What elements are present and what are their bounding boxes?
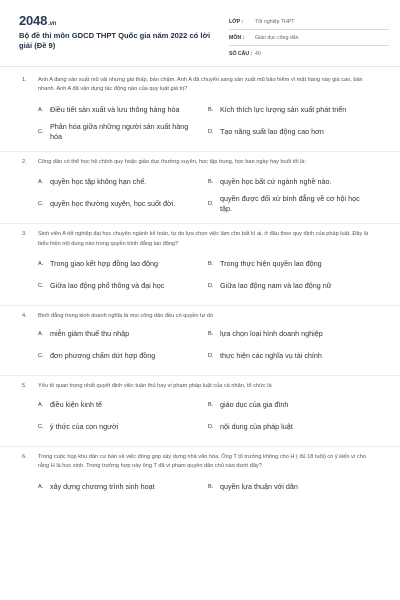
site-logo[interactable]: 2048.vn: [19, 13, 57, 28]
option-b[interactable]: B. giáo dục của gia đình: [208, 399, 289, 409]
question-number: 5.: [22, 383, 27, 390]
question-6: [0, 453, 400, 498]
question-2: [0, 158, 400, 224]
question-divider: [0, 446, 400, 447]
question-3: [0, 230, 400, 306]
document-title: Bộ đề thi môn GDCD THPT Quốc gia năm 2022 có lời giải (Đề 9): [19, 31, 211, 50]
question-list: [0, 76, 400, 498]
option-b[interactable]: B. Kích thích lực lượng sản xuất phát triển: [208, 104, 347, 114]
question-text: Sinh viên A tốt nghiệp đại học chuyên ngành kế toán, tự do lựa chọn việc làm cho bất kì ai, ở đâu theo quy định của pháp luật. Đây là biểu hiện nội dung nào trong quyền bình đẳng lao động?: [38, 231, 369, 247]
meta-value: Tốt nghiệp THPT: [255, 18, 295, 25]
option-c[interactable]: C. Giữa lao động phổ thông và đại học: [38, 281, 165, 291]
option-c[interactable]: C. đơn phương chấm dứt hợp đồng: [38, 351, 156, 361]
meta-row-count: [229, 46, 389, 61]
option-b[interactable]: B. quyền lựa thuận với dân: [208, 481, 298, 491]
question-text: Bình đẳng trong kinh doanh nghĩa là mọi công dân đều có quyền tự do: [38, 313, 214, 320]
question-number: 1.: [22, 77, 27, 83]
option-d[interactable]: D. Tạo năng suất lao động cao hơn: [208, 126, 324, 136]
question-number: 6.: [22, 453, 27, 460]
question-divider: [0, 375, 400, 376]
question-text: Anh A đang sản xuất mũ vải nhưng giá thấp, bán chậm. Anh A đã chuyển sang sản xuất mũ bảo hiểm vì mặt hàng này giá cao, bán nhanh. Anh A đã vận dụng tác động nào của quy luật giá trị?: [38, 77, 363, 93]
option-c[interactable]: C. ý thức của con người: [38, 421, 119, 431]
option-a[interactable]: A. xây dựng chương trình sinh hoạt: [38, 481, 155, 491]
question-4: [0, 312, 400, 376]
question-text: Yếu tố quan trọng nhất quyết định việc tuân thủ hay vi phạm pháp luật của cá nhân, tổ chức là: [38, 383, 272, 390]
meta-label: LỚP :: [229, 18, 244, 25]
question-number: 4.: [22, 313, 27, 320]
meta-value: Giáo dục công dân: [255, 34, 299, 41]
option-a[interactable]: A. điều kiện kinh tế: [38, 399, 102, 409]
option-b[interactable]: B. lựa chọn loại hình doanh nghiệp: [208, 329, 323, 339]
question-text: Công dân có thể học hệ chính quy hoặc giáo dục thường xuyên, học tập trung, học ban ngày hay buổi tối là:: [38, 158, 307, 165]
meta-label: SỐ CÂU :: [229, 50, 253, 57]
meta-label: MÔN :: [229, 34, 245, 41]
question-5: [0, 382, 400, 446]
option-b[interactable]: B. quyền học bất cứ ngành nghề nào.: [208, 177, 332, 187]
option-a[interactable]: A. Điều tiết sản xuất và lưu thông hàng hóa: [38, 104, 180, 114]
question-number: 3.: [22, 231, 27, 238]
meta-value: 40: [255, 50, 261, 57]
header: [0, 0, 400, 64]
option-b[interactable]: B. Trong thực hiện quyền lao động: [208, 259, 322, 269]
option-d[interactable]: D. nội dung của pháp luật: [208, 421, 293, 431]
question-text: Trong cuộc họp khu dân cư bàn về việc đóng góp xây dựng nhà văn hóa. Ông T tổ trưởng không cho H ( đủ 18 tuổi) có ý kiến vì cho rằng H là học sinh. Trong trường hợp này ông T đã vi phạm quyền dân chủ nào dưới đây?: [38, 453, 366, 470]
option-d[interactable]: D. quyền được đối xử bình đẳng về cơ hội học tập.: [208, 194, 360, 214]
option-c[interactable]: C. Phân hóa giữa những người sản xuất hàng hóa: [38, 121, 189, 141]
option-c[interactable]: C. quyền học thường xuyên, học suốt đời.: [38, 199, 176, 209]
header-divider: [0, 66, 400, 67]
meta-row-class: [229, 14, 389, 30]
option-d[interactable]: D. Giữa lao động nam và lao động nữ: [208, 281, 332, 291]
option-d[interactable]: D. thực hiện các nghĩa vụ tài chính: [208, 351, 322, 361]
question-divider: [0, 305, 400, 306]
question-1: [0, 76, 400, 152]
option-a[interactable]: A. quyền học tập không hạn chế.: [38, 177, 147, 187]
question-divider: [0, 223, 400, 224]
question-divider: [0, 151, 400, 152]
question-number: 2.: [22, 158, 27, 165]
document-meta: [229, 14, 389, 61]
meta-row-subject: [229, 30, 389, 46]
option-a[interactable]: A. miễn giảm thuế thu nhập: [38, 329, 130, 339]
option-a[interactable]: A. Trong giao kết hợp đồng lao động: [38, 259, 158, 269]
